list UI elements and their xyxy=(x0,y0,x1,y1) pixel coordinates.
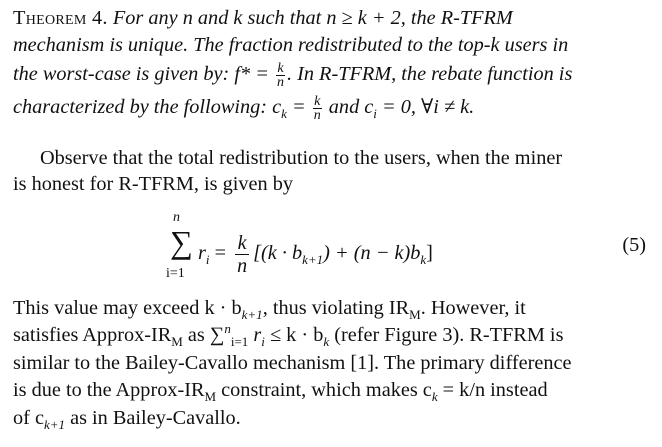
sum-upper-limit: n xyxy=(173,210,180,225)
theorem-text-4b: = xyxy=(286,96,311,119)
p2-text-4b: constraint, which makes c xyxy=(216,379,432,401)
p2-text-3: similar to the Bailey-Cavallo mechanism [1]. The primary difference xyxy=(13,352,572,374)
paragraph-2-line-1 xyxy=(13,296,526,323)
theorem-fraction-2 xyxy=(313,95,322,122)
p2-sub-2a: M xyxy=(171,334,183,350)
p2-sub-1b: M xyxy=(409,307,421,323)
paragraph-1-text-2: is honest for R-TFRM, is given by xyxy=(13,173,293,195)
theorem-text-4a: characterized by the following: c xyxy=(13,96,282,119)
p2-sub-k: k xyxy=(323,334,330,350)
theorem-text-4c: and c xyxy=(323,96,374,119)
p2-sub-i: i xyxy=(261,334,265,350)
equation-rhs-3: ] xyxy=(426,242,433,265)
equation-body xyxy=(198,232,433,277)
p2-text-2c: r xyxy=(248,324,262,346)
summation-symbol: ∑ xyxy=(170,224,193,260)
subscript-i: i xyxy=(373,106,377,122)
paragraph-2-line-3 xyxy=(13,351,572,375)
p2-sub-5: k+1 xyxy=(43,417,66,433)
p2-sub-lim: i=1 xyxy=(230,334,249,350)
p2-text-5b: as in Bailey-Cavallo. xyxy=(65,407,241,429)
theorem-text-2: mechanism is unique. The fraction redistributed to the top-k users in xyxy=(13,34,569,56)
theorem-line-4 xyxy=(13,95,474,122)
theorem-text-4d: = 0, ∀i ≠ k. xyxy=(376,96,475,119)
fraction-denominator-2: n xyxy=(313,108,321,123)
paragraph-1-line-2 xyxy=(13,172,293,196)
theorem-line-2 xyxy=(13,33,568,57)
subscript-k: k xyxy=(281,106,287,122)
equation-number: (5) xyxy=(622,234,646,256)
theorem-label: Theorem 4. xyxy=(13,7,108,29)
theorem-line-1 xyxy=(13,6,513,30)
p2-sub-4a: M xyxy=(204,389,217,405)
theorem-text-3b: . In R-TFRM, the rebate function is xyxy=(286,63,573,86)
theorem-text-1: For any n and k such that n ≥ k + 2, the R-TFRM xyxy=(112,7,513,29)
equation-fraction xyxy=(235,232,249,277)
sum-lower-limit: i=1 xyxy=(166,266,185,281)
equation-equals: = xyxy=(209,242,232,265)
fraction-numerator-2: k xyxy=(314,94,321,109)
equation-lhs-sub: i xyxy=(205,252,210,268)
p2-text-2a: satisfies Approx-IR xyxy=(13,324,172,346)
paragraph-1-text-1: Observe that the total redistribution to the users, when the miner xyxy=(40,147,563,169)
p2-sub-1: k+1 xyxy=(241,307,263,323)
equation-rhs-sub-2: k xyxy=(420,252,427,268)
paragraph-2-line-5 xyxy=(13,406,241,433)
equation-fraction-num: k xyxy=(235,232,249,255)
paragraph-2-line-2 xyxy=(13,321,564,350)
theorem-fraction xyxy=(276,62,285,89)
equation-rhs-sub-1: k+1 xyxy=(302,252,324,268)
p2-text-1a: This value may exceed k · b xyxy=(13,297,242,319)
p2-text-2b: as ∑ xyxy=(182,324,225,346)
p2-text-2e: (refer Figure 3). R-TFRM is xyxy=(329,324,564,346)
equation-lhs: r xyxy=(198,242,206,265)
p2-text-2d: ≤ k · b xyxy=(264,324,324,346)
equation-5 xyxy=(0,208,662,284)
fraction-numerator: k xyxy=(277,61,284,76)
p2-text-4a: is due to the Approx-IR xyxy=(13,379,205,401)
equation-rhs-1: [(k · b xyxy=(253,242,303,265)
p2-text-1b: , thus violating IR xyxy=(262,297,410,319)
equation-rhs-2: ) + (n − k)b xyxy=(323,242,421,265)
theorem-text-3a: the worst-case is given by: f* = xyxy=(13,63,274,86)
equation-fraction-den: n xyxy=(237,255,248,277)
p2-text-4c: = k/n instead xyxy=(437,379,548,401)
paragraph-1-line-1 xyxy=(40,146,562,170)
p2-sub-4k: k xyxy=(431,389,438,405)
fraction-denominator: n xyxy=(276,75,284,90)
paragraph-2-line-4 xyxy=(13,378,548,405)
p2-sup-n: n xyxy=(224,321,231,337)
theorem-line-3 xyxy=(13,62,572,89)
p2-text-5a: of c xyxy=(13,407,44,429)
p2-text-1c: . However, it xyxy=(420,297,526,319)
